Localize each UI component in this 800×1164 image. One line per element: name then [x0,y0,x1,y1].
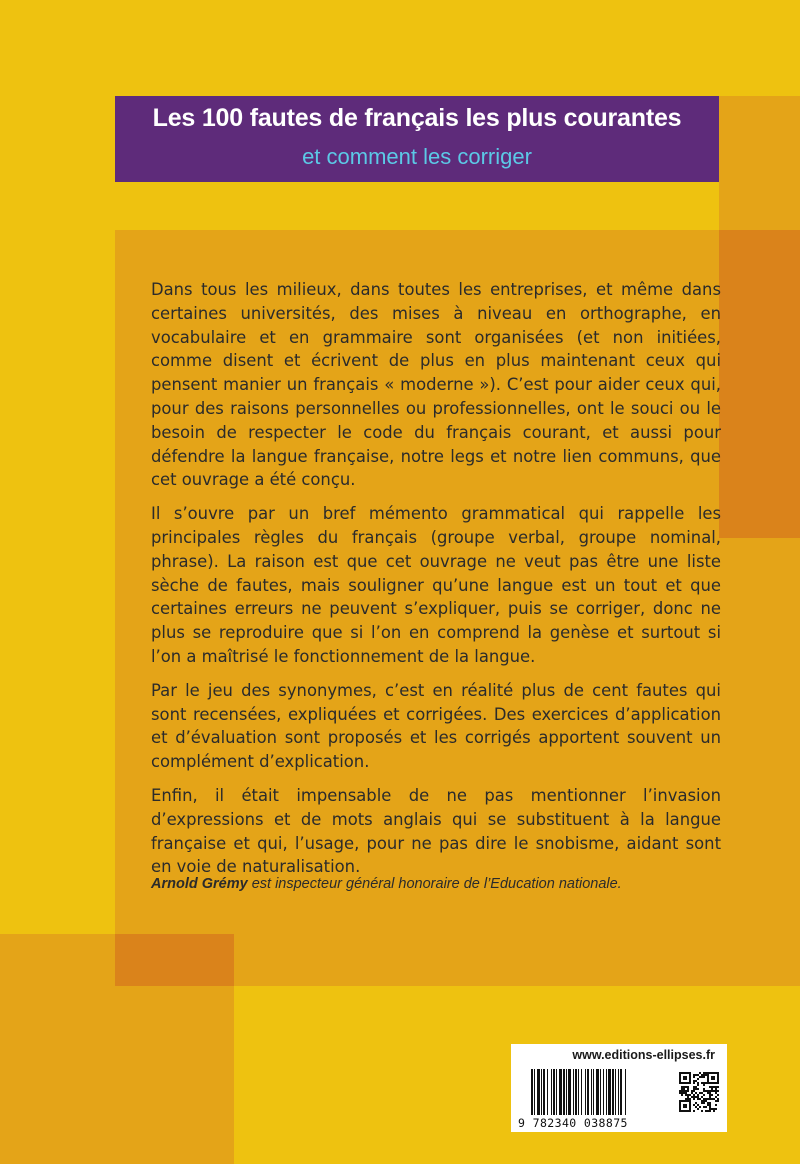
barcode-box [511,1044,727,1132]
blurb-paragraph: Dans tous les milieux, dans toutes les entreprises, et même dans certaines universités, des mises à niveau en orthographe, en vocabulaire et en grammaire sont organisées (et non initiées, comme disent et écrivent de plus en plus maintenant ceux qui pensent manier un français « moderne »). C’est pour aider ceux qui, pour des raisons personnelles ou professionnelles, ont le souci ou le besoin de respecter le code du français courant, et aussi pour défendre la langue française, notre legs et notre lien communs, que cet ouvrage a été conçu. [151,280,721,490]
blurb-paragraph: Par le jeu des synonymes, c’est en réalité plus de cent fautes qui sont recensées, expliquées et corrigées. Des exercices d’application et d’évaluation sont proposés et les corrigés apportent souvent un complément d’explication. [151,680,721,772]
book-subtitle: et comment les corriger [302,144,532,169]
title-banner [115,96,719,182]
publisher-website[interactable]: www.editions-ellipses.fr [572,1048,715,1062]
decor-block-overlap [115,934,234,986]
book-title: Les 100 fautes de français les plus courantes [152,104,682,132]
qr-code-icon [679,1072,719,1112]
isbn-number: 9 782340 038875 [518,1116,628,1130]
barcode-icon [531,1069,673,1115]
author-name: Arnold Grémy [151,876,248,892]
author-bio [151,876,711,892]
decor-block-right-dark [719,230,800,538]
blurb-paragraph: Il s’ouvre par un bref mémento grammatical qui rappelle les principales règles du français (groupe verbal, groupe nominal, phrase). La raison est que cet ouvrage ne veut pas être une liste sèche de fautes, mais souligner qu’une langue est un tout et que certaines erreurs ne peuvent s’expliquer, puis se corriger, donc ne plus se reproduire que si l’on en comprend la genèse et surtout si l’on a maîtrisé le fonctionnement de la langue. [151,504,721,666]
blurb-paragraph: Enfin, il était impensable de ne pas mentionner l’invasion d’expressions et de mots anglais qui se substituent à la langue française et qui, l’usage, pour ne pas dire le snobisme, aidant sont en voie de naturalisation. [151,785,721,877]
blurb-text [151,278,721,889]
author-description: est inspecteur général honoraire de l’Education nationale. [247,876,622,892]
